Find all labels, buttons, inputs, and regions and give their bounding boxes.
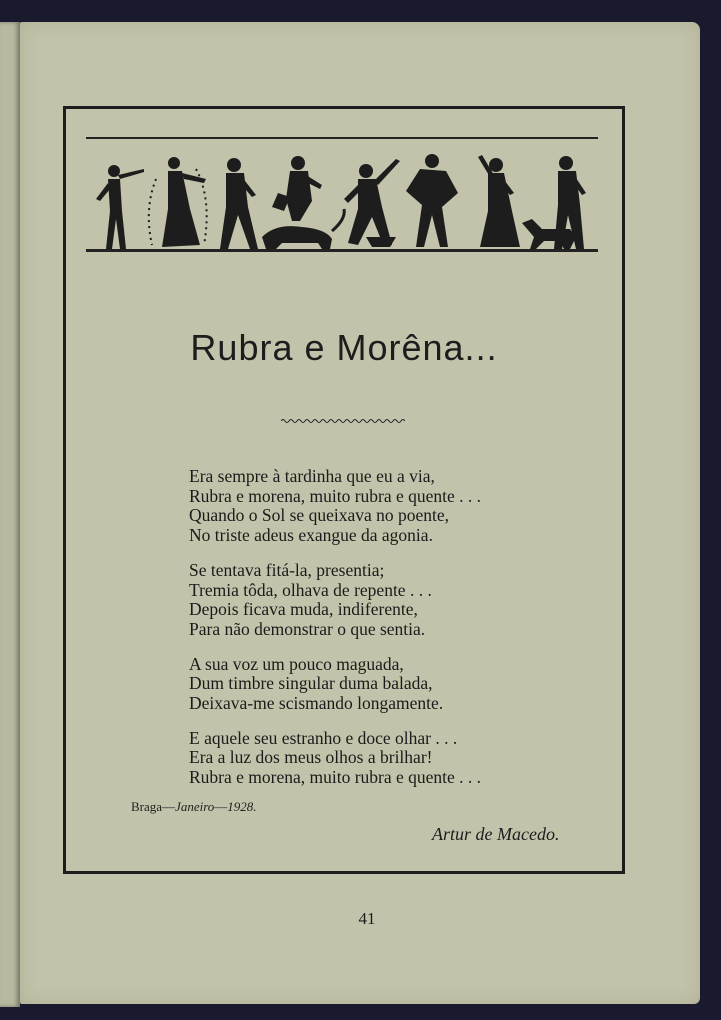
poem-line: Dum timbre singular duma balada, — [189, 673, 433, 694]
author-signature: Artur de Macedo. — [432, 824, 560, 844]
stanza — [189, 655, 589, 714]
previous-page-edge — [0, 22, 20, 1007]
poem-line: Rubra e morena, muito rubra e quente . . . — [189, 485, 482, 506]
poem-line: Para não demonstrar o que sentia. — [189, 618, 426, 639]
frieze-figure-woman-raised-hand — [478, 155, 520, 247]
poem-line: Depois ficava muda, indiferente, — [189, 599, 418, 620]
greek-dancers-frieze — [86, 149, 598, 253]
frieze-bottom-rule — [86, 249, 598, 252]
stanza — [189, 467, 589, 546]
poem-line: E aquele seu estranho e doce olhar . . . — [189, 727, 458, 748]
date-separator: — — [162, 799, 176, 814]
wavy-divider — [281, 417, 405, 425]
poem-line: Quando o Sol se queixava no poente, — [189, 505, 450, 526]
place-and-date — [131, 799, 257, 815]
poem-line: Deixava-me scismando longamente. — [189, 693, 444, 714]
frieze-figure-dancer — [220, 158, 258, 249]
poem-body — [189, 467, 589, 803]
stanza — [189, 561, 589, 640]
frieze-figure-castanet-dancer — [344, 159, 400, 247]
poem-line: Era sempre à tardinha que eu a via, — [189, 466, 435, 486]
poem-line: No triste adeus exangue da agonia. — [189, 525, 433, 546]
frieze-figure-man-with-dog — [522, 156, 586, 249]
date-separator: — — [214, 799, 228, 814]
frieze-figure-cloaked — [406, 154, 458, 247]
poem-line: Tremia tôda, olhava de repente . . . — [189, 579, 432, 600]
poem-line: A sua voz um pouco maguada, — [189, 653, 404, 674]
poem-line: Se tentava fitá-la, presentia; — [189, 559, 385, 580]
frieze-figure-flutist — [96, 165, 144, 249]
frieze-figure-satyr — [262, 156, 344, 249]
month: Janeiro — [175, 799, 215, 814]
frieze-top-rule — [86, 137, 598, 139]
page-number: 41 — [358, 909, 376, 928]
poem-line: Rubra e morena, muito rubra e quente . . . — [189, 767, 482, 788]
stanza — [189, 729, 589, 788]
frieze-figure-draped-woman — [149, 157, 207, 247]
poem-title: Rubra e Morêna... — [190, 327, 498, 368]
poem-line: Era a luz dos meus olhos a brilhar! — [189, 747, 433, 768]
year: 1928. — [227, 799, 257, 814]
place: Braga — [131, 799, 163, 814]
page-border-frame — [63, 106, 625, 874]
book-page — [20, 22, 700, 1004]
